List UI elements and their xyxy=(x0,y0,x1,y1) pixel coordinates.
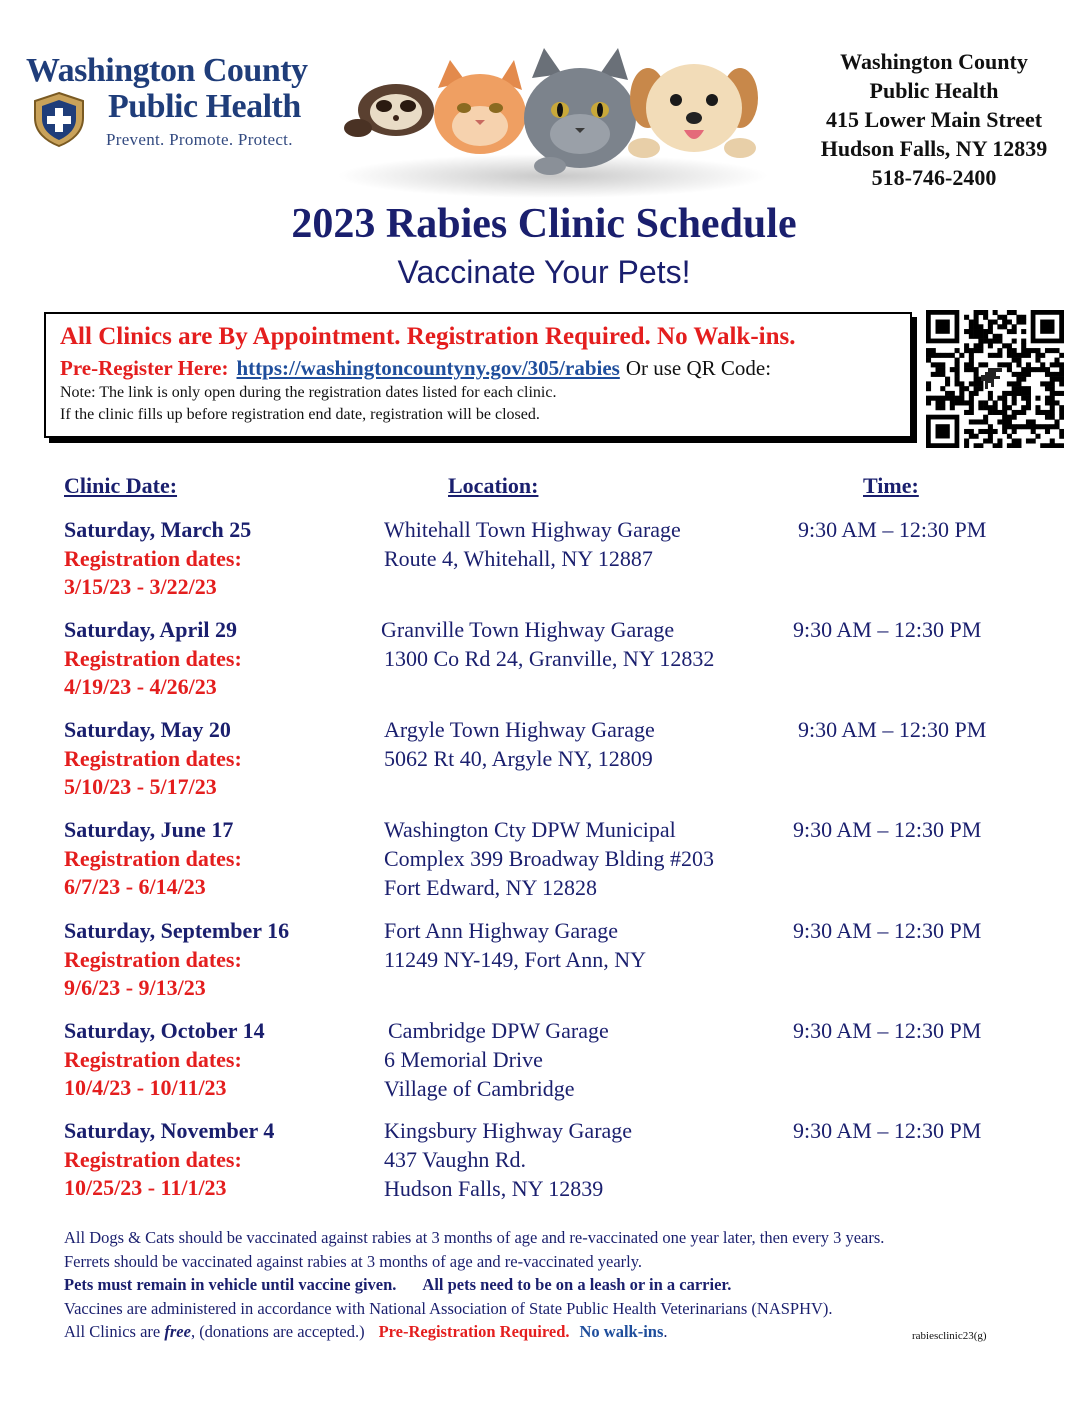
leash-rule: All pets need to be on a leash or in a carrier. xyxy=(422,1275,732,1294)
document-code: rabiesclinic23(g) xyxy=(912,1330,987,1342)
clinic-time: 9:30 AM – 12:30 PM xyxy=(793,1018,982,1043)
clinic-entry xyxy=(64,916,1024,1008)
clinic-date: Saturday, May 20 xyxy=(64,717,231,742)
clinic-entry xyxy=(64,815,1024,907)
clinic-date: Saturday, September 16 xyxy=(64,918,290,943)
pre-register-line xyxy=(60,354,896,382)
org-name-line1: Washington County xyxy=(26,52,308,89)
clinic-time: 9:30 AM – 12:30 PM xyxy=(793,1118,982,1143)
contact-address xyxy=(800,47,1068,192)
clinic-entry xyxy=(64,615,1024,707)
org-tagline: Prevent. Promote. Protect. xyxy=(106,130,293,149)
clinic-date: Saturday, March 25 xyxy=(64,517,252,542)
clinic-date: Saturday, October 14 xyxy=(64,1018,265,1043)
org-name-line2: Public Health xyxy=(108,88,301,125)
location-line: 6 Memorial Drive xyxy=(384,1047,543,1072)
location-line: Cambridge DPW Garage xyxy=(388,1018,609,1043)
registration-label: Registration dates: xyxy=(64,846,242,871)
registration-range: 4/19/23 - 4/26/23 xyxy=(64,674,217,699)
location-line: Argyle Town Highway Garage xyxy=(384,717,655,742)
shield-cross-icon xyxy=(30,90,88,148)
footer-line-dogs-cats: All Dogs & Cats should be vaccinated against rabies at 3 months of age and re-vaccinated one year later, then every 3 years. xyxy=(64,1228,885,1247)
location-line: Granville Town Highway Garage xyxy=(381,617,675,642)
clinic-entry xyxy=(64,1116,1024,1208)
address-line: Hudson Falls, NY 12839 xyxy=(820,136,1048,161)
free-text: free xyxy=(164,1322,191,1341)
clinic-date: Saturday, April 29 xyxy=(64,617,237,642)
address-line: Public Health xyxy=(869,78,999,103)
clinic-location xyxy=(384,815,804,902)
donations-text: , (donations are accepted.) xyxy=(190,1322,365,1341)
clinic-date: Saturday, June 17 xyxy=(64,817,234,842)
orange-cat-image xyxy=(434,60,526,154)
location-line: Fort Edward, NY 12828 xyxy=(384,875,598,900)
registration-label: Registration dates: xyxy=(64,1047,242,1072)
registration-label: Registration dates: xyxy=(64,746,242,771)
registration-notice xyxy=(44,312,912,438)
clinic-location xyxy=(381,615,801,673)
phone-number: 518-746-2400 xyxy=(871,165,997,190)
location-line: Washington Cty DPW Municipal xyxy=(384,817,676,842)
clinic-entry xyxy=(64,1016,1024,1108)
clinic-date: Saturday, November 4 xyxy=(64,1118,275,1143)
registration-range: 9/6/23 - 9/13/23 xyxy=(64,975,206,1000)
location-line: 11249 NY-149, Fort Ann, NY xyxy=(384,947,646,972)
address-line: Washington County xyxy=(840,49,1028,74)
footer-line-rules xyxy=(64,1273,1044,1297)
registration-label: Registration dates: xyxy=(64,1147,242,1172)
location-line: Complex 399 Broadway Blding #203 xyxy=(384,846,714,871)
column-header-date: Clinic Date: xyxy=(64,473,178,498)
location-line: Village of Cambridge xyxy=(384,1076,575,1101)
registration-label: Registration dates: xyxy=(64,947,242,972)
location-line: Route 4, Whitehall, NY 12887 xyxy=(384,546,653,571)
page-subtitle: Vaccinate Your Pets! xyxy=(397,254,691,290)
period: . xyxy=(663,1322,668,1341)
clinic-location xyxy=(384,1016,804,1103)
location-line: Fort Ann Highway Garage xyxy=(384,918,619,943)
clinic-time: 9:30 AM – 12:30 PM xyxy=(798,517,987,542)
registration-range: 5/10/23 - 5/17/23 xyxy=(64,774,217,799)
clinic-time: 9:30 AM – 12:30 PM xyxy=(798,717,987,742)
location-line: 1300 Co Rd 24, Granville, NY 12832 xyxy=(384,646,715,671)
free-prefix: All Clinics are xyxy=(64,1322,165,1341)
registration-range: 10/4/23 - 10/11/23 xyxy=(64,1075,227,1100)
address-line: 415 Lower Main Street xyxy=(825,107,1043,132)
puppy-image xyxy=(628,64,758,158)
clinic-time: 9:30 AM – 12:30 PM xyxy=(793,817,982,842)
clinic-entry xyxy=(64,515,1024,607)
pets-photo xyxy=(338,48,768,198)
location-line: Kingsbury Highway Garage xyxy=(384,1118,633,1143)
registration-label: Registration dates: xyxy=(64,646,242,671)
clinic-time: 9:30 AM – 12:30 PM xyxy=(793,617,982,642)
location-line: Whitehall Town Highway Garage xyxy=(384,517,681,542)
notice-note-2: If the clinic fills up before registration end date, registration will be closed. xyxy=(60,406,540,423)
vehicle-rule: Pets must remain in vehicle until vaccine given. xyxy=(64,1275,397,1294)
qr-code-image[interactable] xyxy=(926,310,1064,448)
footer-line-free xyxy=(64,1320,1044,1344)
page-title: 2023 Rabies Clinic Schedule xyxy=(291,201,797,247)
registration-range: 3/15/23 - 3/22/23 xyxy=(64,574,217,599)
preregistration-required: Pre-Registration Required. xyxy=(378,1322,570,1341)
location-line: 437 Vaughn Rd. xyxy=(384,1147,526,1172)
clinic-location xyxy=(384,715,804,773)
column-header-time: Time: xyxy=(863,473,919,498)
qr-code-label: Or use QR Code: xyxy=(625,356,772,380)
no-walk-ins: No walk-ins xyxy=(579,1322,664,1341)
notice-note-1: Note: The link is only open during the registration dates listed for each clinic. xyxy=(60,384,557,401)
footer-notes xyxy=(64,1226,1044,1344)
clinic-time: 9:30 AM – 12:30 PM xyxy=(793,918,982,943)
footer-line-nasphv: Vaccines are administered in accordance with National Association of State Public Health Veterinarians (NASPHV). xyxy=(64,1298,833,1318)
ferret-image xyxy=(344,84,434,137)
pre-register-label: Pre-Register Here: xyxy=(60,356,229,380)
registration-link[interactable]: https://washingtoncountyny.gov/305/rabies xyxy=(236,356,620,380)
footer-line-ferrets: Ferrets should be vaccinated against rabies at 3 months of age and re-vaccinated yearly. xyxy=(64,1251,643,1271)
location-line: Hudson Falls, NY 12839 xyxy=(384,1176,604,1201)
notice-headline: All Clinics are By Appointment. Registration Required. No Walk-ins. xyxy=(60,323,796,350)
registration-range: 10/25/23 - 11/1/23 xyxy=(64,1175,227,1200)
clinic-location xyxy=(384,916,804,974)
clinic-location xyxy=(384,515,804,573)
column-header-location: Location: xyxy=(448,473,539,498)
registration-label: Registration dates: xyxy=(64,546,242,571)
registration-range: 6/7/23 - 6/14/23 xyxy=(64,874,206,899)
org-logo xyxy=(24,52,324,152)
location-line: 5062 Rt 40, Argyle NY, 12809 xyxy=(384,746,653,771)
clinic-location xyxy=(384,1116,804,1203)
clinic-entry xyxy=(64,715,1024,807)
